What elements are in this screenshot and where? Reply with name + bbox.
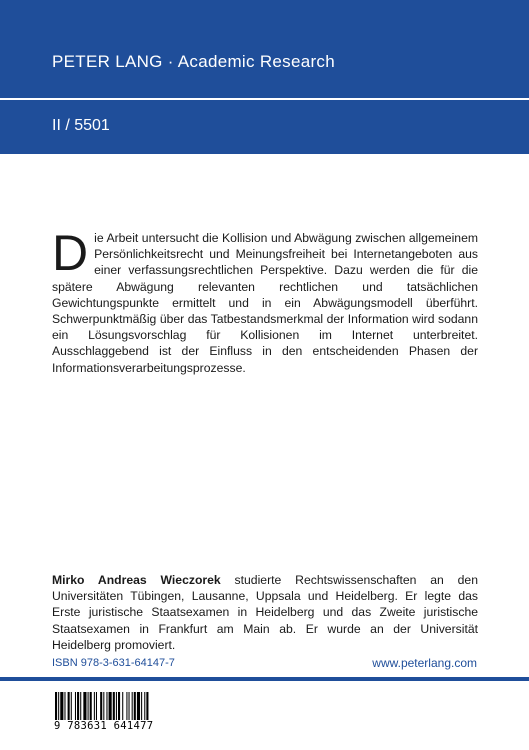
barcode-bar <box>129 692 130 720</box>
barcode-bar <box>68 692 70 720</box>
abstract-paragraph <box>52 225 478 376</box>
barcode-bar <box>83 692 86 720</box>
publisher-website-link[interactable]: www.peterlang.com <box>372 656 477 670</box>
isbn-label: ISBN 978-3-631-64147-7 <box>52 657 175 669</box>
barcode-bar <box>103 692 104 720</box>
barcode-bar <box>80 692 81 720</box>
barcode-bar <box>64 692 65 720</box>
barcode-bar <box>134 692 136 720</box>
barcode-bar <box>96 692 97 720</box>
barcode-bar <box>94 692 95 720</box>
barcode-bar <box>75 692 76 720</box>
series-title: PETER LANG · Academic Research <box>52 52 335 71</box>
barcode-bar <box>109 692 112 720</box>
header-band <box>0 0 529 98</box>
footer-rule <box>0 677 529 681</box>
barcode-bar <box>122 692 123 720</box>
barcode-bar <box>55 692 57 720</box>
barcode-bar <box>137 692 140 720</box>
author-bio-text: studierte Rechtswissenschaften an den Universitäten Tübingen, Lausanne, Uppsala und Heidelberg. Er legte das Erste juristische Staatsexamen in Heidelberg und das Zweite juristische Staatsexamen in Frankfurt am Main ab. Er wurde an der Universität Heidelberg promoviert. <box>52 573 478 652</box>
dropcap-letter: D <box>52 225 89 281</box>
barcode-bar <box>58 692 59 720</box>
barcode-bars <box>54 692 180 720</box>
barcode-bar <box>116 692 117 720</box>
author-name: Mirko Andreas Wieczorek <box>52 573 221 587</box>
author-bio <box>52 572 478 653</box>
barcode-bar <box>90 692 92 720</box>
barcode-bar <box>118 692 120 720</box>
barcode-bar <box>100 692 102 720</box>
barcode-bar <box>106 692 107 720</box>
barcode-bar <box>113 692 115 720</box>
barcode-bar <box>146 692 148 720</box>
barcode-bar <box>77 692 79 720</box>
barcode-bar <box>60 692 63 720</box>
barcode-bar <box>126 692 127 720</box>
abstract-text: ie Arbeit untersucht die Kollision und Abwägung zwischen allgemeinem Persönlichkeitsrecht und Meinungsfreiheit bei Internetangeboten aus einer verfassungsrechtlichen Perspektive. Dazu werden die für die spätere Abwägung relevanten rechtlichen und tatsächlichen Gewichtungspunkte ermittelt und in ein Abwägungsmodell überführt. Schwerpunktmäßig über das Tatbestandsmerkmal der Information wird sodann ein Lösungsvorschlag für Kollisionen im Internet unterbreitet. Ausschlaggebend ist der Einfluss in den entscheidenden Phasen der Informationsverarbeitungsprozesse. <box>52 231 478 375</box>
barcode-bar <box>88 692 89 720</box>
barcode-bar <box>132 692 133 720</box>
volume-number: II / 5501 <box>52 117 110 134</box>
barcode-bar <box>71 692 72 720</box>
barcode-bar <box>144 692 145 720</box>
barcode-bar <box>141 692 142 720</box>
barcode-digits: 9 783631 641477 <box>54 720 154 732</box>
